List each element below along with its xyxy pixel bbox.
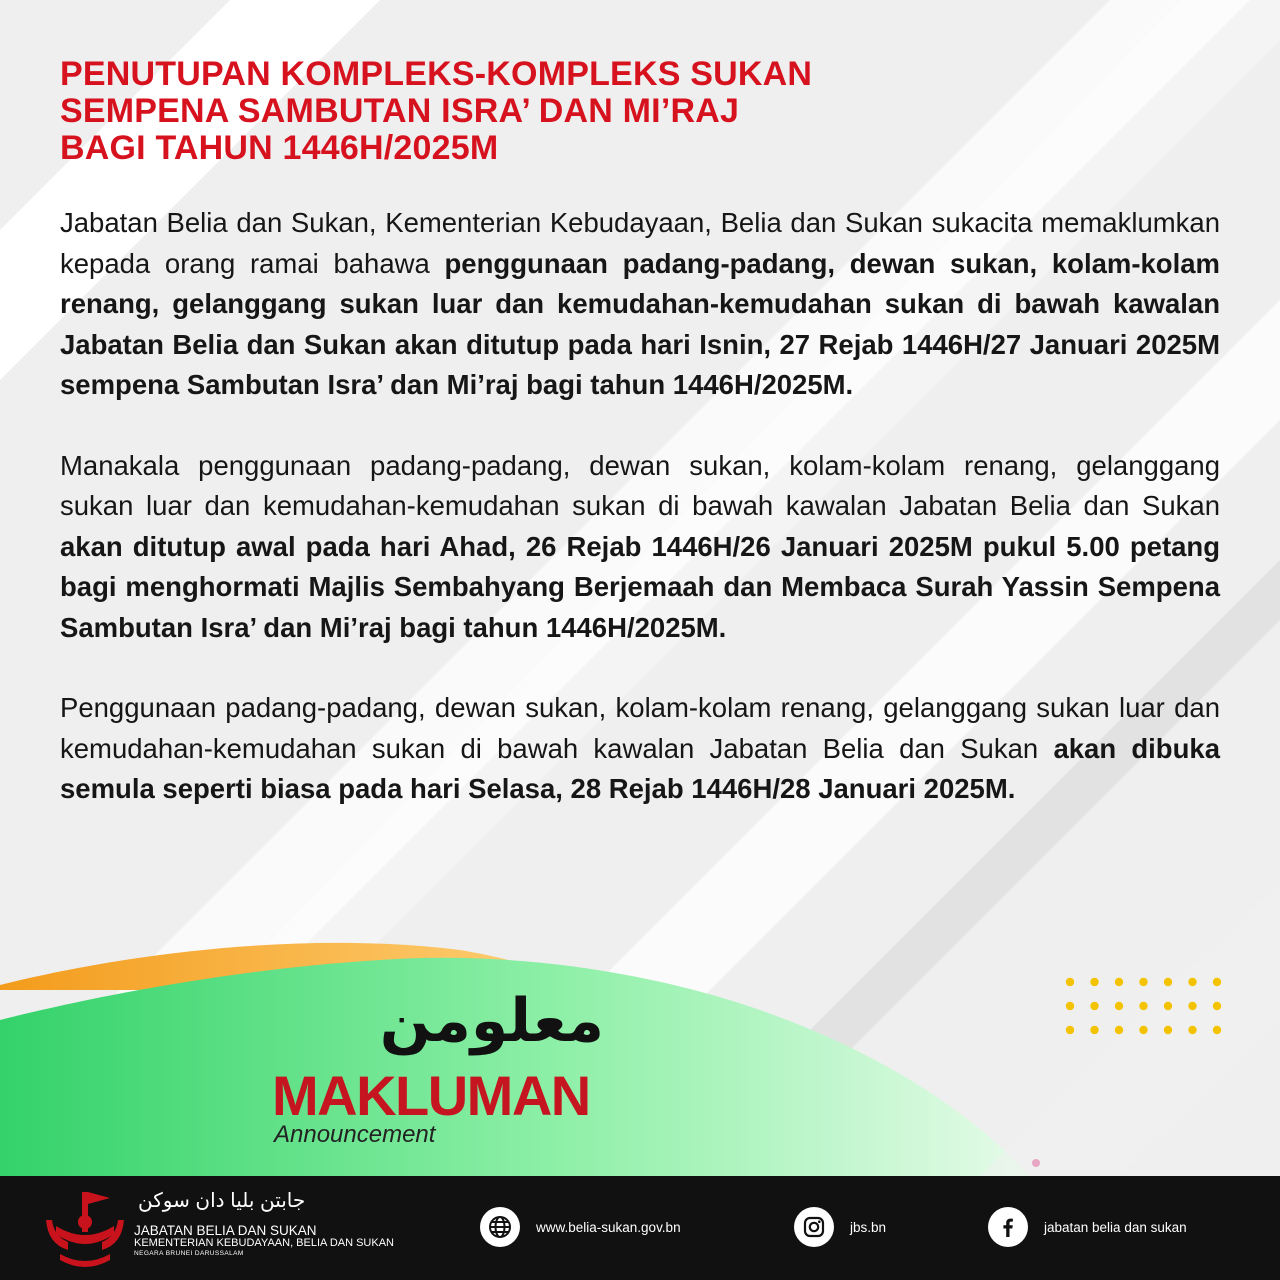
paragraph-1-bold: penggunaan padang-padang, dewan sukan, kolam-kolam renang, gelanggang sukan luar dan kemudahan-kemudahan sukan di bawah kawalan Jabatan Belia dan Sukan akan ditutup pada hari Isnin, 27 Rejab 1446H/27 Januari 2025M sempena Sambutan Isra’ dan Mi’raj bagi tahun 1446H/2025M. (60, 247, 1220, 400)
paragraph-3 (60, 688, 1220, 810)
decor-dot (1164, 978, 1172, 986)
main-content (60, 56, 1220, 810)
decor-dot (1032, 1159, 1040, 1167)
decor-dot (1188, 1026, 1196, 1034)
instagram-handle[interactable]: jbs.bn (850, 1219, 887, 1235)
decor-dot (1115, 978, 1123, 986)
decor-dot (1066, 1002, 1074, 1010)
decor-dot (1213, 978, 1221, 986)
page-title (60, 56, 1220, 167)
decor-dot (1090, 1026, 1098, 1034)
website-link[interactable]: www.belia-sukan.gov.bn (536, 1219, 681, 1235)
instagram-icon (794, 1207, 834, 1247)
decor-dot (1213, 1026, 1221, 1034)
arabic-makluman-text: معلومن (379, 986, 604, 1056)
org-name-arabic: جابتن بليا دان سوکن (138, 1190, 306, 1212)
paragraph-1 (60, 203, 1220, 406)
decor-dot (1188, 1002, 1196, 1010)
title-line-2: SEMPENA SAMBUTAN ISRA’ DAN MI’RAJ (60, 92, 740, 130)
decor-dot (1164, 1026, 1172, 1034)
decor-dot (1066, 1026, 1074, 1034)
decor-dot (1115, 1026, 1123, 1034)
announcement-label: Announcement (274, 1121, 436, 1148)
paragraph-2 (60, 446, 1220, 649)
decor-dot (1139, 978, 1147, 986)
globe-icon (480, 1207, 520, 1247)
facebook-page[interactable]: jabatan belia dan sukan (1044, 1219, 1187, 1235)
org-name: JABATAN BELIA DAN SUKAN (134, 1223, 317, 1238)
title-line-3: BAGI TAHUN 1446H/2025M (60, 129, 499, 167)
footer-bar (0, 1176, 1280, 1280)
decor-dot (1164, 1002, 1172, 1010)
dot-grid-decoration (1064, 974, 1224, 1038)
decor-dot (1139, 1002, 1147, 1010)
facebook-contact[interactable] (988, 1206, 1187, 1248)
decor-dot (1139, 1026, 1147, 1034)
instagram-contact[interactable] (794, 1206, 886, 1248)
paragraph-2-bold: akan ditutup awal pada hari Ahad, 26 Rejab 1446H/26 Januari 2025M pukul 5.00 petang bagi menghormati Majlis Sembahyang Berjemaah dan Membaca Surah Yassin Sempena Sambutan Isra’ dan Mi’raj bagi tahun 1446H/2025M. (60, 530, 1220, 643)
makluman-label: MAKLUMAN (272, 1064, 590, 1127)
decor-dot (1066, 978, 1074, 986)
paragraph-3-normal: Penggunaan padang-padang, dewan sukan, kolam-kolam renang, gelanggang sukan luar dan kemudahan-kemudahan sukan di bawah kawalan Jabatan Belia dan Sukan (60, 692, 1220, 764)
decor-dot (1090, 1002, 1098, 1010)
decor-dot (1115, 1002, 1123, 1010)
ministry-name: KEMENTERIAN KEBUDAYAAN, BELIA DAN SUKAN (134, 1237, 394, 1249)
paragraph-3-bold: akan dibuka semula seperti biasa pada hari Selasa, 28 Rejab 1446H/28 Januari 2025M. (60, 732, 1220, 804)
country-name: NEGARA BRUNEI DARUSSALAM (134, 1250, 244, 1257)
facebook-icon (988, 1207, 1028, 1247)
decor-dot (1213, 1002, 1221, 1010)
website-contact[interactable] (480, 1206, 681, 1248)
title-line-1: PENUTUPAN KOMPLEKS-KOMPLEKS SUKAN (60, 55, 813, 93)
decor-dot (1188, 978, 1196, 986)
decor-dot (1090, 978, 1098, 986)
brunei-crest-icon (40, 1186, 130, 1272)
arabic-makluman-heading (270, 985, 610, 1057)
paragraph-2-normal: Manakala penggunaan padang-padang, dewan sukan, kolam-kolam renang, gelanggang sukan luar dan kemudahan-kemudahan sukan di bawah kawalan Jabatan Belia dan Sukan (60, 449, 1220, 521)
paragraph-1-normal: Jabatan Belia dan Sukan, Kementerian Kebudayaan, Belia dan Sukan sukacita memaklumkan kepada orang ramai bahawa (60, 207, 1220, 279)
